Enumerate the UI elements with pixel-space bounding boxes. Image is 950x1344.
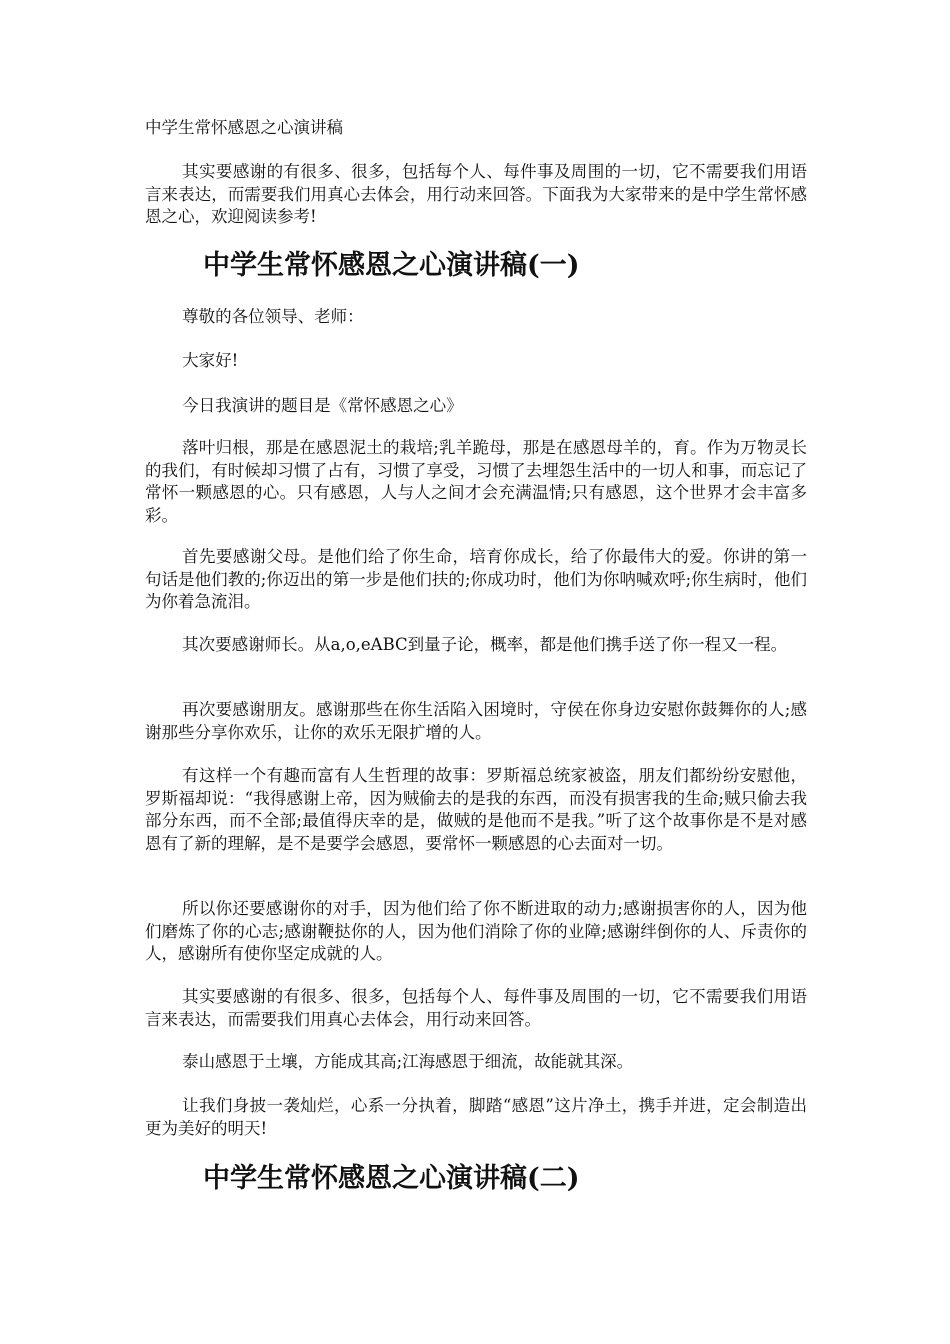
section-heading-1: 中学生常怀感恩之心演讲稿(一) [203, 250, 580, 281]
paragraph-topic: 今日我演讲的题目是《常怀感恩之心》 [182, 396, 463, 415]
paragraph-body: 再次要感谢朋友。感谢那些在你生活陷入困境时，守侯在你身边安慰你鼓舞你的人;感谢那些分享你欢乐，让你的欢乐无限扩增的人。 [145, 700, 807, 742]
paragraph-body: 让我们身披一袭灿烂，心系一分执着，脚踏“感恩”这片净土，携手并进，定会制造出更为美好的明天! [145, 1096, 807, 1138]
intro-paragraph: 其实要感谢的有很多、很多，包括每个人、每件事及周围的一切，它不需要我们用语言来表达，而需要我们用真心去体会，用行动来回答。下面我为大家带来的是中学生常怀感恩之心，欢迎阅读参考! [145, 162, 807, 226]
section-heading-2: 中学生常怀感恩之心演讲稿(二) [203, 1163, 580, 1194]
paragraph-greeting: 大家好! [182, 351, 239, 370]
paragraph-salutation: 尊敬的各位领导、老师： [182, 307, 364, 326]
paragraph-body: 其次要感谢师长。从a,o,eABC到量子论，概率，都是他们携手送了你一程又一程。 [182, 635, 788, 654]
paragraph-body: 其实要感谢的有很多、很多，包括每个人、每件事及周围的一切，它不需要我们用语言来表达，而需要我们用真心去体会，用行动来回答。 [145, 987, 807, 1029]
paragraph-body: 泰山感恩于土壤，方能成其高;江海感恩于细流，故能就其深。 [182, 1052, 634, 1071]
paragraph-body: 所以你还要感谢你的对手，因为他们给了你不断进取的动力;感谢损害你的人，因为他们磨炼了你的心志;感谢鞭挞你的人，因为他们消除了你的业障;感谢绊倒你的人、斥责你的人，感谢所有使你坚定成就的人。 [145, 899, 807, 963]
paragraph-body: 首先要感谢父母。是他们给了你生命，培育你成长，给了你最伟大的爱。你讲的第一句话是他们教的;你迈出的第一步是他们扶的;你成功时，他们为你呐喊欢呼;你生病时，他们为你着急流泪。 [145, 547, 807, 611]
document-title: 中学生常怀感恩之心演讲稿 [145, 118, 343, 137]
paragraph-body: 落叶归根，那是在感恩泥土的栽培;乳羊跪母，那是在感恩母羊的，育。作为万物灵长的我们，有时候却习惯了占有，习惯了享受，习惯了去埋怨生活中的一切人和事，而忘记了常怀一颗感恩的心。只有感恩，人与人之间才会充满温情;只有感恩，这个世界才会丰富多彩。 [145, 438, 807, 525]
paragraph-body: 有这样一个有趣而富有人生哲理的故事：罗斯福总统家被盗，朋友们都纷纷安慰他，罗斯福却说：“我得感谢上帝，因为贼偷去的是我的东西，而没有损害我的生命;贼只偷去我部分东西，而不全部;最值得庆幸的是，做贼的是他而不是我。”听了这个故事你是不是对感恩有了新的理解，是不是要学会感恩，要常怀一颗感恩的心去面对一切。 [145, 766, 807, 853]
